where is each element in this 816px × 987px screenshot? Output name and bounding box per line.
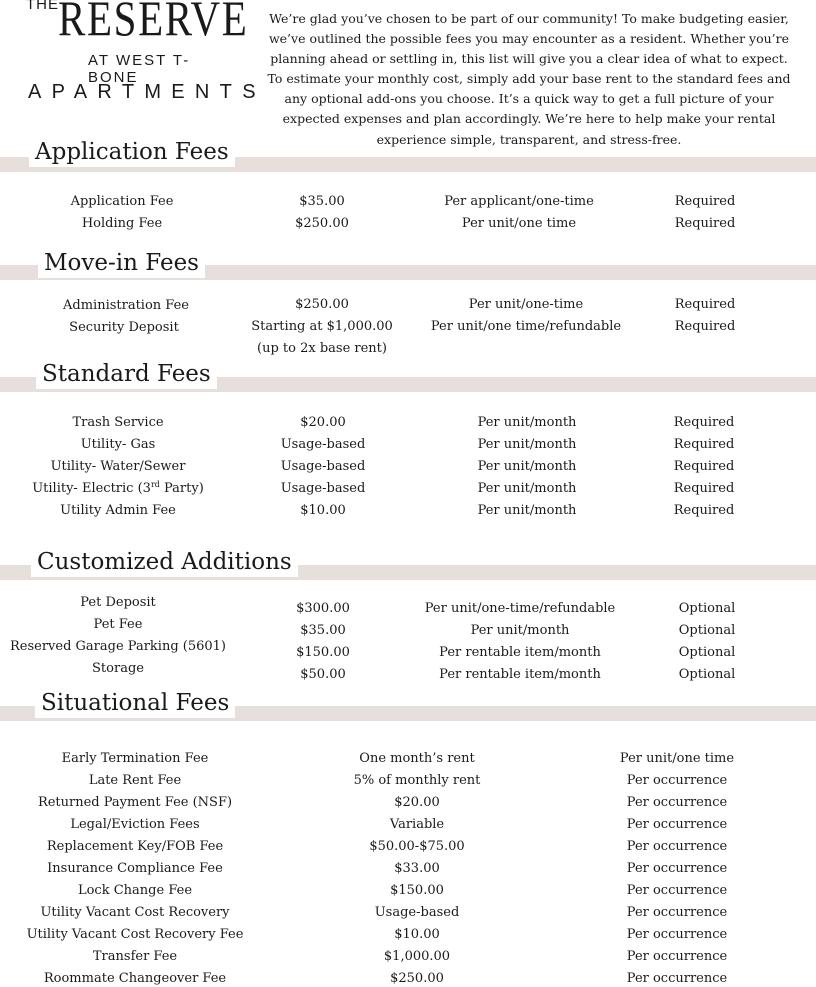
fee-basis: Per occurrence	[626, 905, 728, 920]
fee-status: Required	[673, 415, 735, 430]
fee-basis: Per occurrence	[626, 883, 728, 898]
fee-amount: $50.00-$75.00	[369, 839, 465, 854]
fee-name: Application Fee	[70, 194, 174, 209]
fee-name: Reserved Garage Parking (5601)	[9, 639, 227, 654]
fee-basis: Per unit/month	[477, 437, 577, 452]
fee-status: Optional	[678, 623, 736, 638]
fee-amount: $250.00	[295, 297, 349, 312]
fee-status: Optional	[678, 645, 736, 660]
fee-basis: Per occurrence	[626, 773, 728, 788]
fee-name: Security Deposit	[69, 320, 179, 335]
fee-basis: Per unit/one time/refundable	[430, 319, 622, 334]
fee-amount: $50.00	[300, 667, 346, 682]
fee-amount: Usage-based	[374, 905, 460, 920]
fee-basis: Per occurrence	[626, 949, 728, 964]
fee-amount: $150.00	[296, 645, 350, 660]
fee-status: Required	[674, 216, 736, 231]
fee-basis: Per rentable item/month	[439, 645, 601, 660]
fee-basis: Per occurrence	[626, 839, 728, 854]
intro-paragraph: We’re glad you’ve chosen to be part of our community! To make budgeting easier, we’ve outlined the possible fees you may encounter as a resident. Whether you’re planning ahead or settling in, this list will give you a clear idea of what to expect. To estimate your monthly cost, simply add your base rent to the standard fees and any optional add-ons you choose. It’s a quick way to get a full picture of your expected expenses and plan accordingly. We’re here to help make your rental experience simple, transparent, and stress-free.	[267, 11, 791, 147]
logo-apartments: APARTMENTS	[28, 81, 266, 103]
fee-status: Required	[673, 481, 735, 496]
fee-amount: Usage-based	[280, 459, 366, 474]
fee-amount: $150.00	[390, 883, 444, 898]
fee-basis: Per occurrence	[626, 817, 728, 832]
fee-amount: Usage-based	[280, 437, 366, 452]
logo-subtitle: AT WEST T-BONE	[88, 52, 191, 86]
fee-basis: Per occurrence	[626, 861, 728, 876]
fee-name: Utility- Gas	[80, 437, 156, 452]
fee-amount: $10.00	[300, 503, 346, 518]
fee-name: Early Termination Fee	[61, 751, 209, 766]
fee-amount: $10.00	[394, 927, 440, 942]
fee-name: Roommate Changeover Fee	[43, 971, 227, 986]
fee-status: Optional	[678, 601, 736, 616]
section-title-application: Application Fees	[29, 137, 235, 167]
fee-status: Required	[674, 319, 736, 334]
section-title-situational: Situational Fees	[35, 688, 235, 718]
fee-amount: $250.00	[390, 971, 444, 986]
logo-reserve: RESERVE	[58, 0, 249, 46]
fee-name: Utility Vacant Cost Recovery Fee	[26, 927, 244, 942]
fee-status: Required	[674, 297, 736, 312]
fee-basis: Per occurrence	[626, 971, 728, 986]
fee-amount-note: (up to 2x base rent)	[257, 341, 387, 356]
fee-amount: 5% of monthly rent	[353, 773, 481, 788]
fee-name: Utility- Water/Sewer	[50, 459, 186, 474]
fee-basis: Per unit/month	[477, 459, 577, 474]
fee-name: Administration Fee	[63, 298, 189, 313]
fee-amount: One month’s rent	[359, 751, 475, 766]
fee-amount: Usage-based	[280, 481, 366, 496]
fee-name: Trash Service	[72, 415, 164, 430]
fee-basis: Per rentable item/month	[439, 667, 601, 682]
fee-name: Pet Fee	[93, 617, 143, 632]
fee-basis: Per applicant/one-time	[444, 194, 594, 209]
fee-amount: Variable	[389, 817, 445, 832]
fee-basis: Per unit/one-time	[468, 297, 584, 312]
fee-status: Required	[674, 194, 736, 209]
fee-amount: $20.00	[300, 415, 346, 430]
fee-amount: Starting at $1,000.00	[251, 319, 393, 334]
fee-basis: Per unit/month	[477, 503, 577, 518]
fee-status: Required	[673, 459, 735, 474]
fee-basis: Per unit/month	[477, 415, 577, 430]
fee-name: Pet Deposit	[80, 595, 156, 610]
section-title-standard: Standard Fees	[36, 359, 217, 389]
fee-name: Insurance Compliance Fee	[47, 861, 223, 876]
fee-basis: Per unit/month	[470, 623, 570, 638]
fee-amount: $1,000.00	[383, 949, 451, 964]
section-title-custom: Customized Additions	[31, 547, 298, 577]
fee-basis: Per unit/one time	[461, 216, 577, 231]
fee-name: Replacement Key/FOB Fee	[46, 839, 224, 854]
fee-basis: Per occurrence	[626, 927, 728, 942]
fee-status: Required	[673, 437, 735, 452]
fee-status: Optional	[678, 667, 736, 682]
fee-name: Late Rent Fee	[88, 773, 182, 788]
fee-amount: $300.00	[296, 601, 350, 616]
fee-name: Returned Payment Fee (NSF)	[37, 795, 233, 810]
fee-name: Utility Admin Fee	[60, 503, 176, 518]
fee-name: Holding Fee	[81, 216, 163, 231]
fee-basis: Per unit/one-time/refundable	[424, 601, 616, 616]
fee-amount: $33.00	[394, 861, 440, 876]
fee-amount: $35.00	[300, 623, 346, 638]
fee-name: Legal/Eviction Fees	[70, 817, 200, 832]
fee-name: Utility Vacant Cost Recovery	[40, 905, 230, 920]
fee-amount: $250.00	[295, 216, 349, 231]
fee-amount: $20.00	[394, 795, 440, 810]
fee-name: Utility- Electric (3rd Party)	[32, 480, 204, 496]
fee-basis: Per unit/one time	[619, 751, 735, 766]
fee-basis: Per unit/month	[477, 481, 577, 496]
fee-name: Transfer Fee	[92, 949, 178, 964]
section-title-movein: Move-in Fees	[38, 248, 205, 278]
fee-status: Required	[673, 503, 735, 518]
fee-name: Storage	[92, 661, 144, 676]
fee-name: Lock Change Fee	[77, 883, 193, 898]
fee-basis: Per occurrence	[626, 795, 728, 810]
fee-amount: $35.00	[299, 194, 345, 209]
logo-the: THE	[26, 0, 59, 13]
